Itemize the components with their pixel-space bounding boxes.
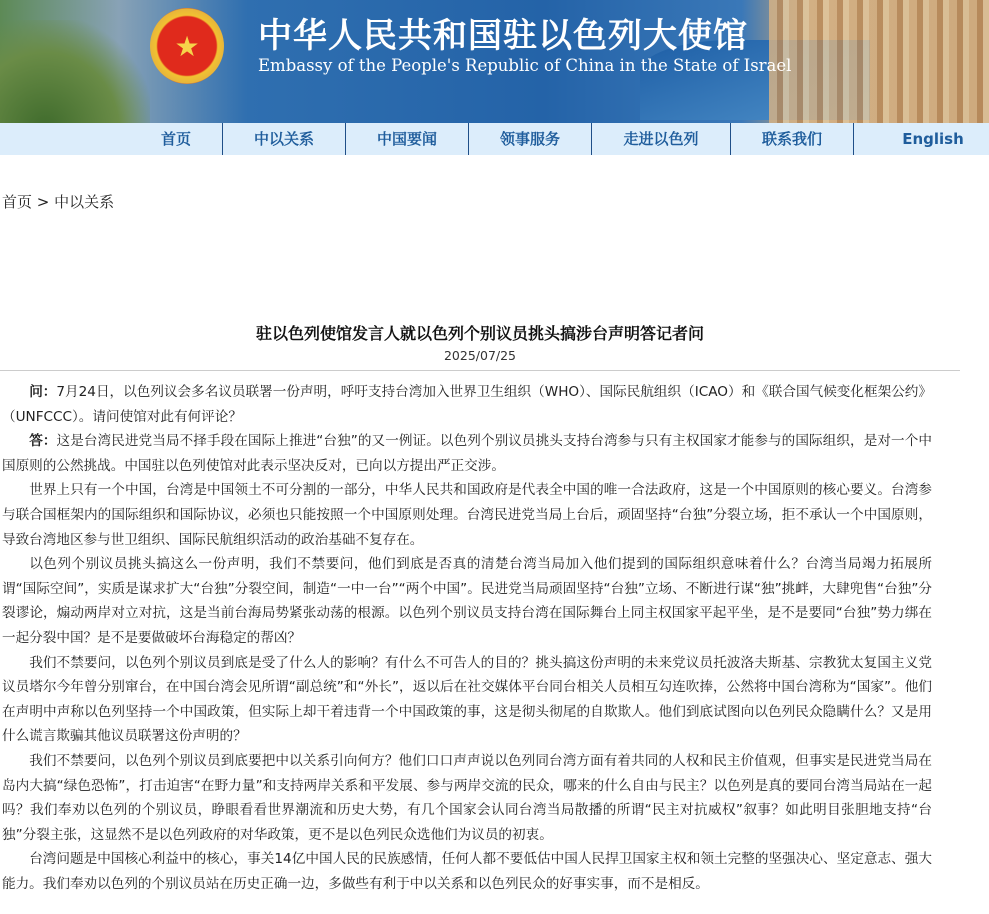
city-image xyxy=(769,0,989,123)
answer-label: 答： xyxy=(29,433,57,450)
paragraph: 世界上只有一个中国，台湾是中国领土不可分割的一部分，中华人民共和国政府是代表全中国的唯一合法政府，这是一个中国原则的核心要义。台湾参与联合国框架内的国际组织和国际协议，必须也只能按照一个中国原则处理。台湾民进党当局上台后，顽固坚持“台独”分裂立场，拒不承认一个中国原则，导致台湾地区参与世卫组织、国际民航组织活动的政治基础不复存在。 xyxy=(2,482,932,548)
nav-china-news[interactable]: 中国要闻 xyxy=(346,123,469,155)
divider xyxy=(0,370,960,371)
nav-about-israel[interactable]: 走进以色列 xyxy=(592,123,731,155)
answer-paragraph xyxy=(2,429,932,478)
article-date: 2025/07/25 xyxy=(443,348,517,363)
paragraph: 以色列个别议员挑头搞这么一份声明，我们不禁要问，他们到底是否真的清楚台湾当局加入他们提到的国际组织意味着什么？台湾当局竭力拓展所谓“国际空间”，实质是谋求扩大“台独”分裂空间，制造“一中一台”“两个中国”。民进党当局顽固坚持“台独”立场、不断进行谋“独”挑衅，大肆兜售“台独”分裂谬论，煽动两岸对立对抗，这是当前台海局势紧张动荡的根源。以色列个别议员支持台湾在国际舞台上同主权国家平起平坐，是不是要同“台独”势力绑在一起分裂中国？是不是要做破坏台海稳定的帮凶？ xyxy=(2,556,932,646)
site-title-cn: 中华人民共和国驻以色列大使馆 xyxy=(258,16,748,56)
answer-text: 这是台湾民进党当局不择手段在国际上推进“台独”的又一例证。以色列个别议员挑头支持台湾参与只有主权国家才能参与的国际组织，是对一个中国原则的公然挑战。中国驻以色列使馆对此表示坚决反对，已向以方提出严正交涉。 xyxy=(2,433,932,474)
nav-english[interactable]: English xyxy=(902,130,964,148)
nav-china-israel-relations[interactable]: 中以关系 xyxy=(223,123,346,155)
breadcrumb xyxy=(2,191,114,212)
main-nav xyxy=(0,123,989,155)
nav-home[interactable]: 首页 xyxy=(130,123,223,155)
paragraph: 台湾问题是中国核心利益中的核心，事关14亿中国人民的民族感情，任何人都不要低估中国人民捍卫国家主权和领土完整的坚强决心、坚定意志、强大能力。我们奉劝以色列的个别议员站在历史正确一边，多做些有利于中以关系和以色列民众的好事实事，而不是相反。 xyxy=(2,851,932,892)
header-banner xyxy=(0,0,989,123)
paragraph: 我们不禁要问，以色列个别议员到底是受了什么人的影响？有什么不可告人的目的？挑头搞这份声明的未来党议员托波洛夫斯基、宗教犹太复国主义党议员塔尔今年曾分别窜台，在中国台湾会见所谓“副总统”和“外长”，返以后在社交媒体平台同台相关人员相互勾连吹捧，公然将中国台湾称为“国家”。他们在声明中声称以色列坚持一个中国政策，但实际上却干着违背一个中国政策的事，这是彻头彻尾的自欺欺人。他们到底试图向以色列民众隐瞒什么？又是用什么谎言欺骗其他议员联署这份声明的？ xyxy=(2,654,932,745)
breadcrumb-home[interactable]: 首页 xyxy=(2,193,33,211)
great-wall-image xyxy=(0,20,150,123)
national-emblem-icon: ★ xyxy=(150,8,224,84)
breadcrumb-current[interactable]: 中以关系 xyxy=(54,193,115,211)
nav-consular-services[interactable]: 领事服务 xyxy=(469,123,592,155)
site-title-en: Embassy of the People's Republic of China in the State of Israel xyxy=(258,56,792,75)
question-paragraph xyxy=(2,380,932,429)
breadcrumb-separator: > xyxy=(36,193,50,211)
question-text: 7月24日，以色列议会多名议员联署一份声明，呼吁支持台湾加入世界卫生组织（WHO）、国际民航组织（ICAO）和《联合国气候变化框架公约》（UNFCCC）。请问使馆对此有何评论？ xyxy=(2,384,933,425)
article-title: 驻以色列使馆发言人就以色列个别议员挑头搞涉台声明答记者问 xyxy=(255,324,704,343)
nav-contact-us[interactable]: 联系我们 xyxy=(731,123,854,155)
paragraph: 我们不禁要问，以色列个别议员到底要把中以关系引向何方？他们口口声声说以色列同台湾方面有着共同的人权和民主价值观，但事实是民进党当局在岛内大搞“绿色恐怖”，打击迫害“在野力量”和支持两岸关系和平发展、参与两岸交流的民众，哪来的什么自由与民主？以色列是真的要同台湾当局站在一起吗？我们奉劝以色列的个别议员，睁眼看看世界潮流和历史大势，有几个国家会认同台湾当局散播的所谓“民主对抗威权”叙事？如此明目张胆地支持“台独”分裂主张，这显然不是以色列政府的对华政策，更不是以色列民众选他们为议员的初衷。 xyxy=(2,752,932,843)
article-body xyxy=(2,380,932,896)
question-label: 问： xyxy=(29,384,57,400)
